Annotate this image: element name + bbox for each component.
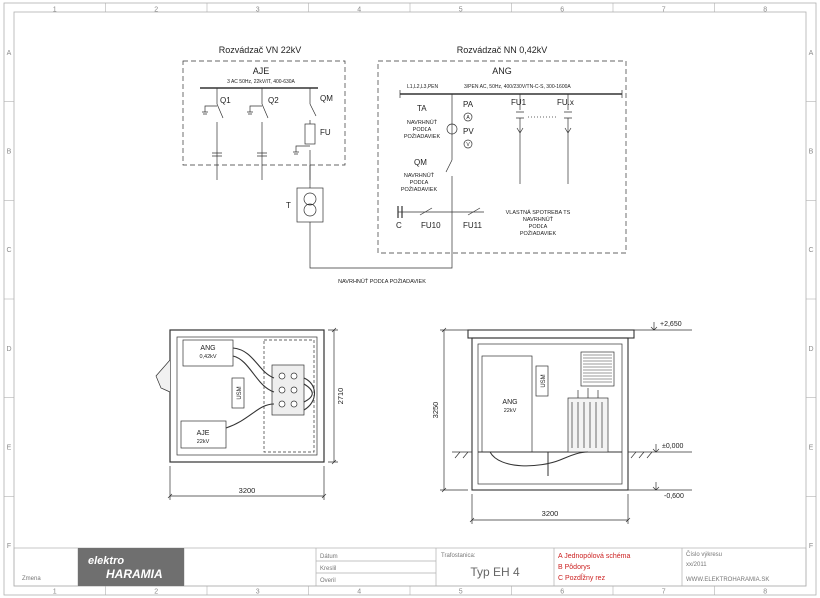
grid-row-label: B xyxy=(6,148,12,156)
plan-transformer xyxy=(272,365,304,415)
ta-note-3: POŽIADAVIEK xyxy=(403,134,441,140)
grid-col-label: 6 xyxy=(560,588,565,596)
section-cables xyxy=(490,452,588,476)
grid-row-label: E xyxy=(6,444,12,452)
sheet-list-b: B Pôdorys xyxy=(558,564,591,571)
nn-bus-spec: 3/PEN AC, 50Hz, 400/230V/TN-C-S, 300-1600A xyxy=(464,84,571,90)
section-louvre xyxy=(581,352,614,386)
qm-note-3: POŽIADAVIEK xyxy=(400,187,438,193)
plan-aje-label: AJE xyxy=(196,430,210,437)
grid-col-label: 5 xyxy=(458,588,463,596)
grid-col-label: 5 xyxy=(458,6,463,14)
section-dim-height-line xyxy=(440,328,468,492)
grid-row-label: F xyxy=(808,543,814,551)
fu10-label: FU10 xyxy=(421,221,441,230)
website: WWW.ELEKTROHARAMIA.SK xyxy=(686,577,770,583)
vn-title: Rozvádzač VN 22kV xyxy=(218,45,302,55)
vn-fu-label: FU xyxy=(320,128,331,137)
pa-label: PA xyxy=(463,100,474,109)
section-view xyxy=(431,321,692,524)
q2-earthing xyxy=(247,106,262,114)
grid-col-label: 1 xyxy=(52,588,57,596)
fu-earthing xyxy=(293,146,310,154)
nn-switchgear xyxy=(378,45,626,253)
transformer-winding-hv xyxy=(304,193,316,205)
plan-ang-label: ANG xyxy=(200,345,216,352)
grid-ticks xyxy=(4,3,816,595)
logo-top: elektro xyxy=(88,555,125,567)
grid-row-label: E xyxy=(808,444,814,452)
plan-door xyxy=(156,360,170,392)
plan-usm-label: USM xyxy=(237,386,243,400)
sheet-list-c: C Pozdĺžny rez xyxy=(558,575,606,582)
grid-row-label: C xyxy=(808,247,814,255)
nn-qm-label: QM xyxy=(414,158,427,167)
pv-label: PV xyxy=(463,127,474,136)
nn-bus-left: L1,L2,L3,PEN xyxy=(407,84,439,90)
grid-labels xyxy=(6,7,813,596)
q1-label: Q1 xyxy=(220,96,231,105)
own-use-4: POŽIADAVIEK xyxy=(519,231,557,237)
plan-dim-depth: 2710 xyxy=(336,387,345,405)
title-block xyxy=(14,548,806,586)
datum-label: Dátum xyxy=(320,554,338,560)
overil-label: Overil xyxy=(320,578,336,584)
grid-col-label: 8 xyxy=(763,6,768,14)
grid-col-label: 6 xyxy=(560,6,565,14)
section-ground xyxy=(452,452,660,458)
vn-dashed-box xyxy=(183,61,345,165)
plan-ang-cabinet xyxy=(183,340,233,366)
zmena-label: Zmena xyxy=(22,576,41,582)
vn-box-label: AJE xyxy=(252,66,270,76)
vn-switchgear xyxy=(183,45,452,285)
qm-note-1: NAVRHNÚŤ xyxy=(403,173,435,179)
kreslil-label: Kreslil xyxy=(320,566,337,572)
grid-col-label: 7 xyxy=(661,588,666,596)
fux-label: FU.x xyxy=(557,98,574,107)
grid-row-label: F xyxy=(6,543,12,551)
feeder-fu1 xyxy=(516,94,524,184)
vn-qm-label: QM xyxy=(320,94,333,103)
qm-note-2: PODĽA xyxy=(409,180,429,186)
logo-bottom: HARAMIA xyxy=(106,567,163,581)
ammeter-letter: A xyxy=(466,115,470,121)
fu1-label: FU1 xyxy=(511,98,527,107)
own-use-1: VLASTNÁ SPOTREBA TS xyxy=(505,210,571,216)
grid-row-label: D xyxy=(808,345,814,353)
nn-title: Rozvádzač NN 0,42kV xyxy=(456,45,548,55)
grid-col-label: 2 xyxy=(154,588,159,596)
drawing-no: xx/2011 xyxy=(686,562,707,568)
grid-row-label: B xyxy=(808,148,814,156)
level-zero: ±0,000 xyxy=(662,443,684,450)
level-bottom-marker xyxy=(628,482,692,490)
voltmeter-letter: V xyxy=(466,142,470,148)
floor-plan xyxy=(156,328,345,500)
transformer-label: T xyxy=(286,201,291,210)
grid-col-label: 4 xyxy=(357,588,362,596)
nn-main-line xyxy=(446,94,452,232)
feeder-q2-line xyxy=(257,88,268,180)
ta-note-1: NAVRHNÚŤ xyxy=(406,120,438,126)
ta-label: TA xyxy=(417,104,427,113)
station-type: Typ EH 4 xyxy=(470,565,520,579)
transformer-winding-lv xyxy=(304,204,316,216)
grid-col-label: 3 xyxy=(255,588,260,596)
grid-col-label: 8 xyxy=(763,588,768,596)
fu11-fuse xyxy=(468,208,480,215)
grid-row-label: A xyxy=(808,49,814,57)
level-bottom: -0,600 xyxy=(664,493,684,500)
grid-col-label: 1 xyxy=(52,6,57,14)
bottom-note: NAVRHNÚŤ PODĽA POŽIADAVIEK xyxy=(338,279,426,285)
plan-aje-voltage: 22kV xyxy=(196,439,210,445)
grid-col-label: 4 xyxy=(357,6,362,14)
sheet-frame xyxy=(4,3,816,595)
feeder-fux xyxy=(564,94,572,184)
section-ang-label: ANG xyxy=(502,399,518,406)
own-use-3: PODĽA xyxy=(528,224,548,230)
section-transformer-bushings xyxy=(578,388,598,398)
grid-row-label: D xyxy=(6,345,12,353)
fu-fuse xyxy=(305,124,315,144)
nn-box-label: ANG xyxy=(492,66,512,76)
q1-earthing xyxy=(202,106,217,114)
grid-col-label: 7 xyxy=(661,6,666,14)
c-label: C xyxy=(396,221,402,230)
section-usm-label: USM xyxy=(541,374,547,388)
plan-dim-width: 3200 xyxy=(238,486,256,495)
grid-col-label: 2 xyxy=(154,6,159,14)
louvre-slats xyxy=(583,355,612,382)
vn-spec: 3 AC 50Hz, 22kV/IT, 400-630A xyxy=(227,79,295,85)
fu10-fuse xyxy=(420,208,432,215)
fu11-label: FU11 xyxy=(463,221,482,230)
grid-row-label: C xyxy=(6,247,12,255)
grid-col-label: 3 xyxy=(255,6,260,14)
plan-ang-voltage: 0,42kV xyxy=(199,354,217,360)
q2-label: Q2 xyxy=(268,96,279,105)
grid-row-label: A xyxy=(6,49,12,57)
section-roof xyxy=(468,330,634,338)
section-dim-height: 3250 xyxy=(431,401,440,419)
sheet-list-a: A Jednopólová schéma xyxy=(558,553,631,560)
own-use-2: NAVRHNÚŤ xyxy=(522,217,554,223)
section-ang-voltage: 22kV xyxy=(503,408,517,414)
ta-note-2: PODĽA xyxy=(412,127,432,133)
drawing-no-label: Číslo výkresu xyxy=(686,552,723,558)
section-dim-width: 3200 xyxy=(541,509,559,518)
station-label: Trafostanica: xyxy=(441,553,476,559)
level-top: +2,650 xyxy=(660,321,682,328)
